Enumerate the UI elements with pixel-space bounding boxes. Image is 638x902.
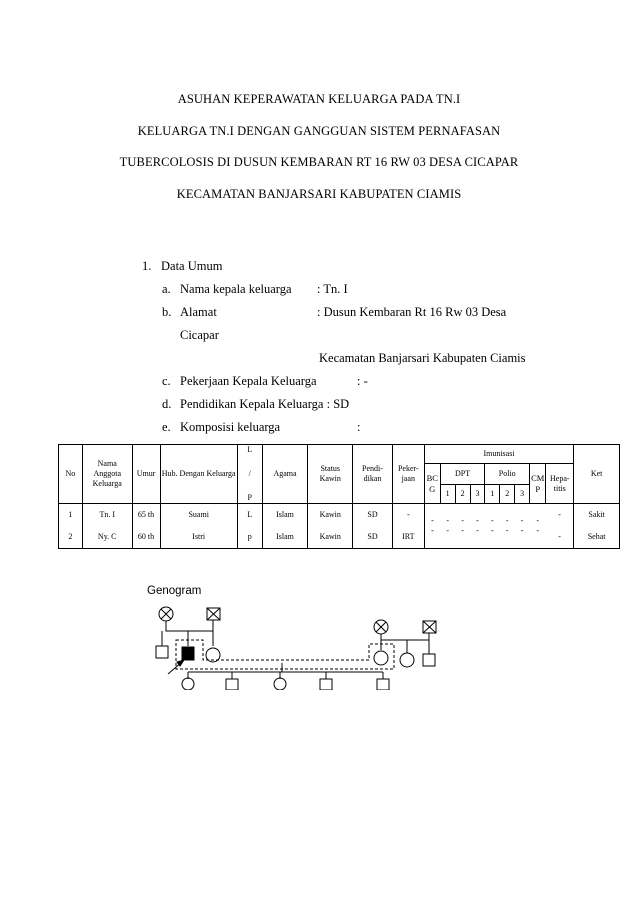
header-cmp: CM P (530, 464, 546, 504)
doc-title-line-4: KECAMATAN BANJARSARI KABUPATEN CIAMIS (176, 187, 462, 201)
female-sibling-icon-right (400, 653, 414, 667)
table-row (59, 504, 620, 549)
cell-bcg: - - (424, 504, 440, 549)
header-lp-slash: / (248, 469, 251, 478)
header-polio: Polio (485, 464, 530, 485)
doc-title-line-1: ASUHAN KEPERAWATAN KELUARGA PADA TN.I (177, 92, 461, 106)
cell-hepatitis: - - (546, 504, 574, 549)
cell-nama: Tn. I Ny. C (82, 504, 132, 549)
cell-ket: Sakit Sehat (574, 504, 620, 549)
header-pendidikan: Pendi- dikan (353, 445, 393, 504)
item-c-value: : - (357, 374, 368, 388)
cell-polio-1: - - (485, 504, 500, 549)
header-hub: Hub. Dengan Keluarga (160, 445, 237, 504)
cell-agama: Islam Islam (262, 504, 308, 549)
cell-umur: 65 th 60 th (132, 504, 160, 549)
item-a-letter: a. (162, 282, 171, 296)
patient-male-filled-icon (182, 647, 194, 660)
child-male-icon-2 (320, 679, 332, 690)
header-dpt-1: 1 (440, 485, 455, 504)
child-male-icon-3 (377, 679, 389, 690)
children-lines (188, 672, 383, 679)
doc-title-line-2: KELUARGA TN.I DENGAN GANGGUAN SISTEM PERNAFASAN (137, 124, 501, 138)
child-female-icon-2 (274, 678, 286, 690)
header-umur: Umur (132, 445, 160, 504)
header-lp-p: P (247, 493, 252, 502)
header-hepatitis: Hepa- titis (546, 464, 574, 504)
patient-arrow-icon (168, 660, 184, 674)
household-boundary (176, 640, 394, 669)
section-number: 1. (142, 259, 152, 273)
male-sibling-icon (156, 646, 168, 658)
deceased-female-icon-right (374, 620, 388, 634)
item-e-value: : (357, 420, 361, 434)
item-b-label: Alamat (180, 305, 217, 319)
wife-icon (374, 651, 388, 665)
cell-dpt-2: - - (455, 504, 470, 549)
child-female-icon-1 (182, 678, 194, 690)
item-e-label: Komposisi keluarga (180, 420, 281, 434)
deceased-male-icon (207, 608, 220, 620)
header-agama: Agama (262, 445, 308, 504)
item-a-value: : Tn. I (317, 282, 348, 296)
header-polio-3: 3 (515, 485, 530, 504)
item-b-letter: b. (162, 305, 172, 319)
item-b-value: : Dusun Kembaran Rt 16 Rw 03 Desa (317, 305, 507, 319)
header-ket: Ket (574, 445, 620, 504)
genogram-diagram (140, 600, 450, 690)
marriage-line-right (381, 633, 429, 640)
header-no: No (59, 445, 83, 504)
deceased-male-icon-right (423, 621, 436, 633)
header-lp (237, 445, 262, 504)
header-bcg: BC G (424, 464, 440, 504)
item-b-continuation-2: Kecamatan Banjarsari Kabupaten Ciamis (319, 351, 526, 365)
cell-cmp: - - (530, 504, 546, 549)
cell-polio-2: - - (500, 504, 515, 549)
header-nama: Nama Anggota Keluarga (82, 445, 132, 504)
header-lp-l: L (247, 445, 253, 454)
item-e-letter: e. (162, 420, 171, 434)
male-sibling-icon-right (423, 654, 435, 666)
cell-dpt-3: - - (470, 504, 485, 549)
item-c-letter: c. (162, 374, 171, 388)
header-imunisasi: Imunisasi (424, 445, 573, 464)
genogram-label: Genogram (147, 585, 202, 597)
sibling-lines-right (381, 640, 429, 654)
cell-lp: L p (237, 504, 262, 549)
header-dpt-3: 3 (470, 485, 485, 504)
item-d-letter: d. (162, 397, 172, 411)
header-polio-1: 1 (485, 485, 500, 504)
cell-hub: Suami Istri (160, 504, 237, 549)
cell-status: Kawin Kawin (308, 504, 353, 549)
family-composition-table (58, 444, 620, 549)
deceased-female-icon (159, 607, 173, 621)
child-male-icon-1 (226, 679, 238, 690)
sibling-lines-left (162, 631, 213, 646)
header-polio-2: 2 (500, 485, 515, 504)
cell-pekerjaan: - IRT (392, 504, 424, 549)
header-status: Status Kawin (308, 445, 353, 504)
item-d-label: Pendidikan Kepala Keluarga : SD (180, 397, 350, 411)
cell-pendidikan: SD SD (353, 504, 393, 549)
item-b-continuation-1: Cicapar (180, 328, 219, 342)
cell-no: 1 2 (59, 504, 83, 549)
header-pekerjaan: Peker- jaan (392, 445, 424, 504)
section-title: Data Umum (161, 259, 223, 273)
marriage-line-left (166, 620, 213, 631)
header-dpt: DPT (440, 464, 485, 485)
cell-polio-3: - - (515, 504, 530, 549)
item-a-label: Nama kepala keluarga (180, 282, 292, 296)
cell-dpt-1: - - (440, 504, 455, 549)
item-c-label: Pekerjaan Kepala Keluarga (180, 374, 317, 388)
doc-title-line-3: TUBERCOLOSIS DI DUSUN KEMBARAN RT 16 RW 03 DESA CICAPAR (119, 155, 519, 169)
header-dpt-2: 2 (455, 485, 470, 504)
